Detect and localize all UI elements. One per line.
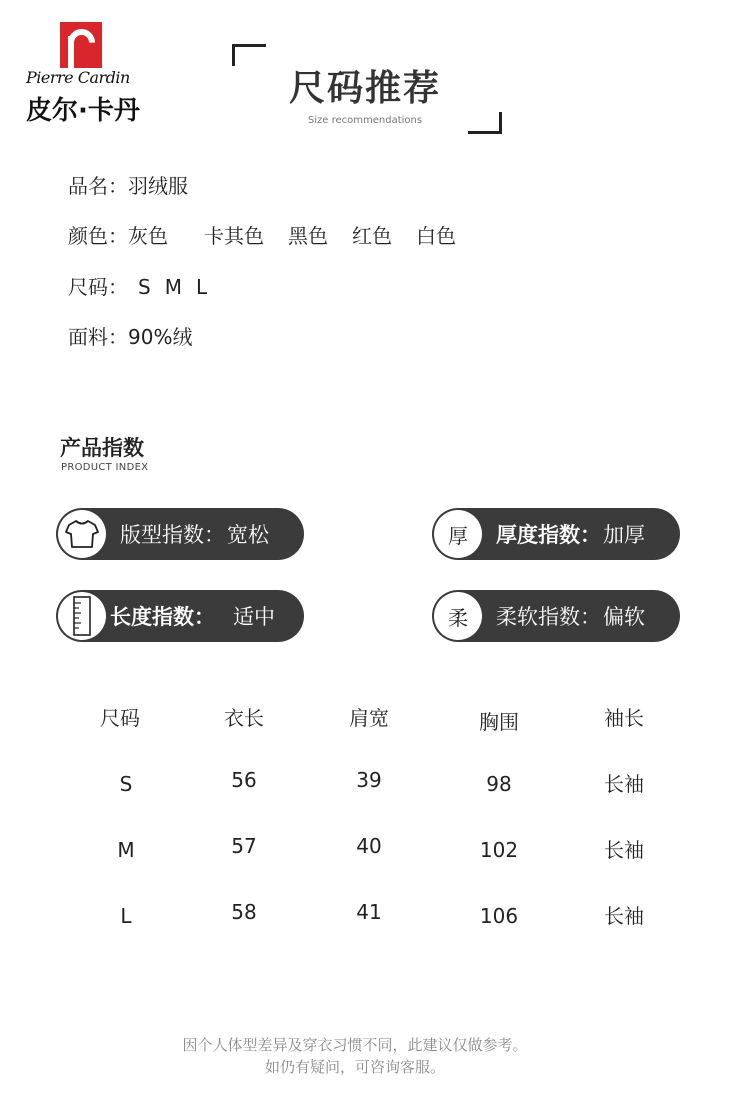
fit-index-value: 宽松 <box>227 523 269 547</box>
footer-note-line2: 如仍有疑问，可咨询客服。 <box>264 1058 445 1076</box>
info-value: 90%绒 <box>128 325 193 349</box>
table-cell: 长袖 <box>604 904 644 928</box>
brand-cn-name: 皮尔·卡丹 <box>26 96 140 126</box>
info-fabric <box>68 321 192 350</box>
table-cell: 长袖 <box>604 838 644 862</box>
softness-index-label: 柔软指数： <box>496 605 601 629</box>
softness-index-value: 偏软 <box>603 605 645 629</box>
table-cell: 56 <box>231 768 257 792</box>
info-product-name <box>68 170 188 199</box>
table-header: 衣长 <box>224 706 264 730</box>
table-cell: 39 <box>356 768 382 792</box>
soft-char-icon: 柔 <box>434 592 482 640</box>
info-label: 尺码： <box>68 275 128 299</box>
size-option: L <box>195 275 208 299</box>
color-option: 黑色 <box>288 224 328 248</box>
table-header: 肩宽 <box>349 706 389 730</box>
table-cell: 长袖 <box>604 772 644 796</box>
brand-script-name: Pierre Cardin <box>26 68 130 87</box>
table-cell: 58 <box>231 900 257 924</box>
color-option: 红色 <box>352 224 392 248</box>
thickness-index-label: 厚度指数： <box>496 523 601 547</box>
page-subtitle: Size recommendations <box>307 115 423 126</box>
size-option: S <box>138 275 151 299</box>
length-index-label: 长度指数： <box>110 605 215 629</box>
t-shirt-icon <box>58 510 106 558</box>
table-cell: 102 <box>479 838 519 862</box>
info-label: 面料： <box>68 325 128 349</box>
page-title: 尺码推荐 <box>288 68 441 109</box>
table-header: 尺码 <box>100 706 140 730</box>
fit-index-pill <box>56 508 304 560</box>
table-header: 袖长 <box>604 706 644 730</box>
fit-index-label: 版型指数： <box>120 523 225 547</box>
table-cell: 40 <box>356 834 382 858</box>
thickness-index-pill <box>432 508 680 560</box>
info-label: 品名： <box>68 174 128 198</box>
length-index-value: 适中 <box>233 605 275 629</box>
ruler-icon <box>58 592 106 640</box>
product-index-title: 产品指数 <box>60 436 144 460</box>
thickness-index-value: 加厚 <box>603 523 645 547</box>
color-option: 卡其色 <box>204 224 264 248</box>
thick-char-icon: 厚 <box>434 510 482 558</box>
table-cell-size: S <box>119 772 133 796</box>
softness-index-pill <box>432 590 680 642</box>
length-index-pill <box>56 590 304 642</box>
info-sizes <box>68 271 207 300</box>
table-cell-size: L <box>120 904 132 928</box>
table-cell: 98 <box>486 772 512 796</box>
info-label: 颜色： <box>68 224 128 248</box>
product-index-subtitle: PRODUCT INDEX <box>61 462 149 473</box>
table-cell-size: M <box>117 838 135 862</box>
size-option: M <box>164 275 182 299</box>
color-option: 灰色 <box>128 224 168 248</box>
info-value: 羽绒服 <box>128 174 188 198</box>
table-cell: 106 <box>479 904 519 928</box>
color-option: 白色 <box>416 224 456 248</box>
table-cell: 57 <box>231 834 257 858</box>
table-header: 胸围 <box>479 710 519 734</box>
table-cell: 41 <box>356 900 382 924</box>
info-colors <box>68 220 456 249</box>
footer-note-line1: 因个人体型差异及穿衣习惯不同，此建议仅做参考。 <box>182 1036 528 1054</box>
